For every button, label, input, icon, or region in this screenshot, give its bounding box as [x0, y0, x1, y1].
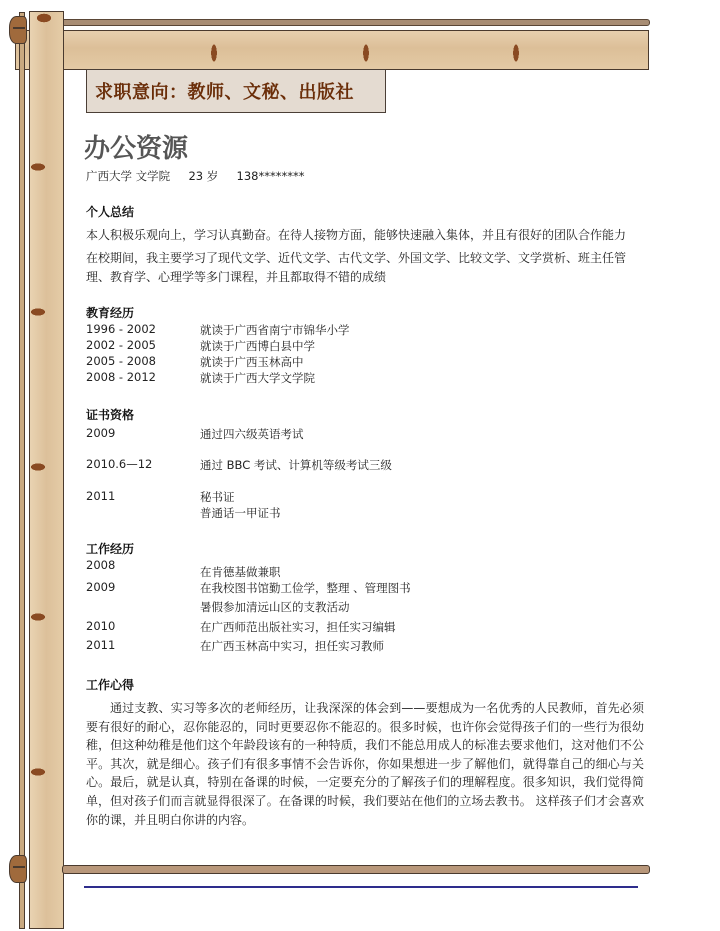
job-objective-box: [86, 69, 386, 113]
work-year: 2009: [86, 580, 116, 594]
education-period: 1996 - 2002: [86, 322, 156, 336]
certificate-date: 2011: [86, 489, 116, 503]
section-heading-work: 工作经历: [86, 542, 135, 556]
work-item: 在我校图书馆勤工俭学，整理 、管理图书: [200, 581, 411, 595]
education-detail: 就读于广西玉林高中: [200, 355, 304, 369]
work-item: 在广西师范出版社实习，担任实习编辑: [200, 620, 396, 634]
work-item: 在广西玉林高中实习，担任实习教师: [200, 639, 384, 653]
job-objective-text: 求职意向：教师、文秘、出版社: [95, 82, 354, 103]
section-heading-education: 教育经历: [86, 306, 135, 320]
top-knob-icon: [9, 16, 27, 44]
left-wood-post-decoration: [29, 11, 64, 929]
certificate-item: 通过四六级英语考试: [200, 427, 304, 441]
profile-meta: [86, 168, 304, 184]
bottom-rod-decoration: [62, 865, 650, 874]
left-thin-rod-decoration: [19, 12, 25, 929]
education-detail: 就读于广西博白县中学: [200, 339, 315, 353]
footer-rule: [84, 886, 638, 888]
top-wood-banner-decoration: [15, 30, 649, 70]
applicant-name: 办公资源: [84, 134, 189, 164]
section-heading-reflection: 工作心得: [86, 678, 135, 692]
reflection-paragraph: 通过支教、实习等多次的老师经历，让我深深的体会到——要想成为一名优秀的人民教师，首先必须要有很好的耐心，忍你能忍的，同时更要忍你不能忍的。很多时候，也许你会觉得孩子们的一些行为很幼稚，但这种幼稚是他们这个年龄段该有的一种特质，我们不能总用成人的标准去要求他们，这对他们不公平。其次，就是细心。孩子们有很多事情不会告诉你，你如果想进一步了解他们，就得靠自己的细心与关心。最后，就是认真，特别在备课的时候，一定要充分的了解孩子们的理解程度。很多知识，我们觉得简单，但对孩子们而言就显得很深了。在备课的时候，我们要站在他们的立场去教书。 这样孩子们才会喜欢你的课，并且明白你讲的内容。: [86, 701, 644, 827]
bottom-knob-icon: [9, 855, 27, 883]
work-item: 在肯德基做兼职: [200, 565, 281, 579]
education-period: 2008 - 2012: [86, 370, 156, 384]
top-rod-decoration: [40, 19, 650, 26]
certificate-date: 2009: [86, 426, 116, 440]
certificate-item: 通过 BBC 考试、计算机等级考试三级: [200, 458, 392, 472]
work-item: 暑假参加清远山区的支教活动: [200, 600, 350, 614]
education-detail: 就读于广西省南宁市锦华小学: [200, 323, 350, 337]
work-year: 2008: [86, 558, 116, 572]
certificate-item: 普通话一甲证书: [200, 506, 281, 520]
age: 23 岁: [188, 169, 219, 183]
certificate-date: 2010.6—12: [86, 457, 153, 471]
phone: 138********: [236, 169, 305, 183]
education-detail: 就读于广西大学文学院: [200, 371, 315, 385]
work-year: 2010: [86, 619, 116, 633]
section-heading-certificates: 证书资格: [86, 408, 135, 422]
summary-paragraph-1: 本人积极乐观向上，学习认真勤奋。在待人接物方面，能够快速融入集体，并且有很好的团队合作能力: [86, 228, 627, 242]
section-heading-summary: 个人总结: [86, 205, 135, 219]
education-period: 2002 - 2005: [86, 338, 156, 352]
education-period: 2005 - 2008: [86, 354, 156, 368]
certificate-item: 秘书证: [200, 490, 235, 504]
work-year: 2011: [86, 638, 116, 652]
school: 广西大学 文学院: [86, 169, 171, 183]
summary-paragraph-2: 在校期间，我主要学习了现代文学、近代文学、古代文学、外国文学、比较文学、文学赏析、班主任管理、教育学、心理学等多门课程，并且都取得不错的成绩: [86, 251, 627, 284]
